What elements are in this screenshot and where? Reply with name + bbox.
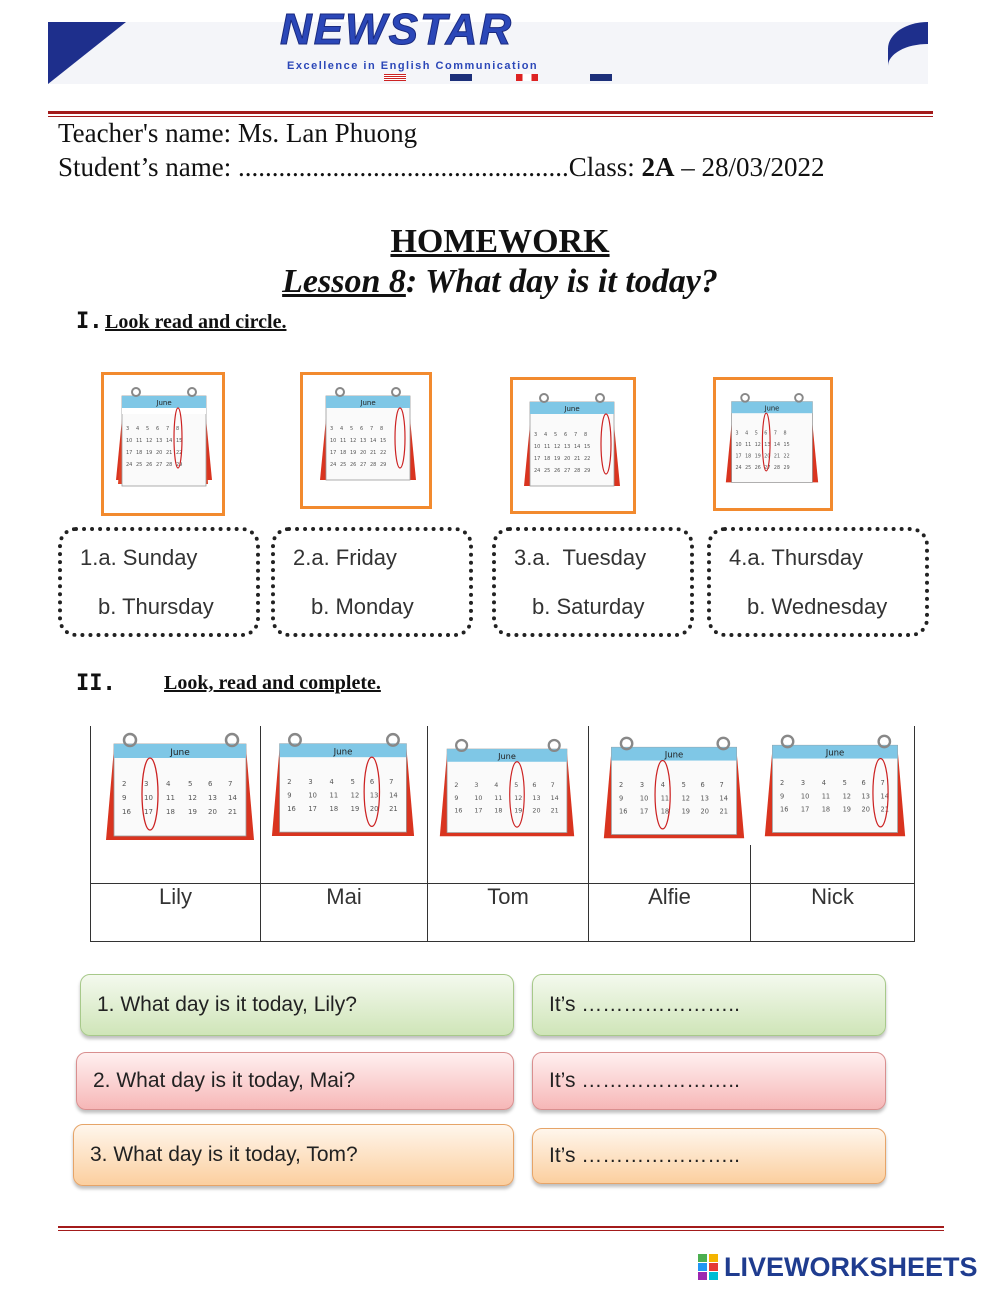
svg-text:16: 16 [122, 808, 131, 816]
svg-text:June: June [764, 404, 780, 413]
option-b[interactable]: b. Saturday [532, 594, 645, 619]
svg-text:4: 4 [821, 779, 826, 788]
brand-logo-title: NEWSTAR [280, 5, 514, 54]
svg-text:13: 13 [360, 438, 367, 444]
svg-text:20: 20 [532, 807, 541, 815]
svg-text:5: 5 [514, 782, 519, 790]
svg-text:17: 17 [735, 454, 742, 460]
svg-text:21: 21 [719, 807, 728, 816]
svg-text:26: 26 [350, 462, 357, 468]
question-1: 1. What day is it today, Lily? [80, 974, 514, 1036]
svg-text:25: 25 [745, 465, 752, 471]
option-a[interactable]: 2.a. Friday [293, 545, 397, 570]
brand-slogan: Excellence in English Communication [287, 60, 539, 72]
svg-text:20: 20 [208, 808, 217, 816]
svg-text:12: 12 [188, 794, 197, 802]
flag-icon [590, 74, 612, 81]
calendar-icon [520, 386, 624, 504]
svg-text:6: 6 [764, 431, 768, 437]
svg-text:5: 5 [188, 780, 193, 788]
svg-text:29: 29 [380, 462, 387, 468]
svg-text:13: 13 [369, 791, 379, 800]
svg-text:14: 14 [773, 442, 781, 448]
option-box-3 [492, 527, 694, 637]
svg-text:28: 28 [773, 465, 781, 471]
answer-field-2[interactable]: It’s ………………….. [532, 1052, 886, 1110]
svg-text:14: 14 [719, 794, 728, 803]
svg-text:8: 8 [380, 426, 384, 432]
section-1-title: Look read and circle. [105, 311, 287, 333]
svg-text:June: June [170, 748, 190, 758]
svg-text:24: 24 [126, 462, 133, 468]
svg-text:11: 11 [821, 792, 831, 801]
flag-icon [450, 74, 472, 81]
svg-text:7: 7 [574, 432, 578, 438]
answer-field-1[interactable]: It’s ………………….. [532, 974, 886, 1036]
svg-text:7: 7 [228, 780, 233, 788]
svg-text:28: 28 [166, 462, 173, 468]
svg-text:18: 18 [166, 808, 175, 816]
option-box-2 [271, 527, 473, 637]
calendar-icon [270, 730, 416, 842]
section-2-title: Look, read and complete. [164, 672, 381, 694]
svg-text:11: 11 [340, 438, 347, 444]
svg-text:4: 4 [660, 781, 665, 790]
option-b[interactable]: b. Thursday [98, 594, 214, 619]
svg-text:4: 4 [166, 780, 171, 788]
svg-text:15: 15 [380, 438, 387, 444]
svg-text:19: 19 [681, 807, 691, 816]
svg-text:17: 17 [474, 807, 483, 815]
svg-text:11: 11 [329, 791, 339, 800]
svg-text:20: 20 [861, 805, 870, 814]
flag-icon [516, 74, 538, 81]
svg-text:4: 4 [136, 426, 140, 432]
svg-text:17: 17 [144, 808, 153, 816]
name-cell: Nick [811, 884, 854, 909]
svg-text:5: 5 [754, 431, 758, 437]
svg-text:25: 25 [340, 462, 347, 468]
svg-text:14: 14 [880, 792, 889, 801]
calendar-icon [722, 386, 822, 500]
svg-text:17: 17 [330, 450, 337, 456]
svg-text:June: June [333, 747, 353, 758]
svg-text:6: 6 [360, 426, 364, 432]
svg-text:18: 18 [136, 450, 143, 456]
svg-text:26: 26 [146, 462, 153, 468]
header-rule [48, 111, 933, 114]
banner-left-wedge [48, 22, 126, 84]
svg-text:20: 20 [564, 456, 571, 462]
svg-text:19: 19 [350, 450, 357, 456]
svg-text:13: 13 [700, 794, 709, 803]
svg-text:19: 19 [350, 804, 360, 813]
svg-text:10: 10 [126, 438, 133, 444]
lesson-title: Lesson 8: What day is it today? [282, 263, 718, 300]
svg-text:10: 10 [639, 794, 649, 803]
svg-text:18: 18 [821, 805, 831, 814]
svg-text:22: 22 [584, 456, 591, 462]
svg-text:5: 5 [350, 778, 355, 787]
svg-text:25: 25 [136, 462, 143, 468]
name-cell: Alfie [648, 884, 691, 909]
svg-text:27: 27 [360, 462, 367, 468]
svg-text:20: 20 [700, 807, 709, 816]
svg-text:3: 3 [735, 431, 739, 437]
svg-text:20: 20 [156, 450, 163, 456]
svg-text:28: 28 [370, 462, 377, 468]
svg-text:9: 9 [454, 794, 459, 802]
svg-text:13: 13 [532, 794, 541, 802]
svg-text:21: 21 [166, 450, 173, 456]
calendar-icon [316, 380, 420, 498]
name-cell: Tom [487, 884, 529, 909]
svg-text:2: 2 [780, 779, 785, 788]
svg-text:9: 9 [287, 791, 292, 800]
svg-text:15: 15 [584, 444, 591, 450]
svg-text:18: 18 [329, 804, 339, 813]
svg-text:7: 7 [773, 431, 777, 437]
svg-text:7: 7 [370, 426, 374, 432]
svg-text:7: 7 [550, 782, 555, 790]
svg-text:16: 16 [454, 807, 463, 815]
svg-text:21: 21 [550, 807, 559, 815]
option-a[interactable]: 3.a. Tuesday [514, 545, 647, 570]
svg-text:7: 7 [880, 779, 885, 788]
svg-text:14: 14 [166, 438, 173, 444]
svg-text:12: 12 [681, 794, 691, 803]
svg-text:4: 4 [544, 432, 548, 438]
svg-text:26: 26 [754, 465, 761, 471]
date: – 28/03/2022 [674, 152, 825, 182]
svg-text:3: 3 [534, 432, 538, 438]
section-2-number: II. [76, 671, 116, 696]
svg-text:11: 11 [660, 794, 670, 803]
svg-text:5: 5 [146, 426, 150, 432]
option-a[interactable]: 1.a. Sunday [80, 545, 198, 570]
svg-text:27: 27 [564, 468, 571, 474]
svg-text:13: 13 [564, 444, 571, 450]
svg-text:3: 3 [474, 782, 479, 790]
svg-text:22: 22 [380, 450, 387, 456]
svg-text:3: 3 [144, 780, 149, 788]
svg-text:2: 2 [454, 782, 459, 790]
svg-text:21: 21 [880, 805, 889, 814]
svg-text:21: 21 [370, 450, 377, 456]
svg-text:12: 12 [146, 438, 153, 444]
svg-text:3: 3 [800, 779, 806, 788]
svg-text:10: 10 [800, 792, 810, 801]
svg-text:14: 14 [550, 794, 559, 802]
svg-text:June: June [664, 750, 684, 761]
svg-text:5: 5 [350, 426, 354, 432]
svg-text:12: 12 [350, 438, 357, 444]
option-box-1 [58, 527, 260, 637]
svg-text:14: 14 [389, 791, 398, 800]
svg-text:3: 3 [308, 778, 313, 787]
svg-text:8: 8 [783, 431, 787, 437]
svg-text:8: 8 [176, 426, 180, 432]
svg-text:6: 6 [156, 426, 160, 432]
svg-text:18: 18 [544, 456, 551, 462]
svg-text:3: 3 [639, 781, 645, 790]
svg-text:17: 17 [534, 456, 541, 462]
svg-text:7: 7 [389, 778, 394, 787]
svg-text:11: 11 [136, 438, 143, 444]
svg-text:17: 17 [800, 805, 810, 814]
svg-text:18: 18 [340, 450, 347, 456]
svg-text:10: 10 [474, 794, 483, 802]
svg-text:14: 14 [370, 438, 377, 444]
svg-text:14: 14 [574, 444, 581, 450]
svg-text:19: 19 [754, 454, 761, 460]
svg-text:6: 6 [700, 781, 705, 790]
svg-text:10: 10 [330, 438, 337, 444]
name-cell: Mai [326, 884, 362, 909]
svg-text:24: 24 [735, 465, 742, 471]
svg-text:27: 27 [156, 462, 163, 468]
question-3: 3. What day is it today, Tom? [73, 1124, 514, 1186]
option-box-4 [707, 527, 929, 637]
svg-text:29: 29 [176, 462, 183, 468]
svg-text:16: 16 [619, 807, 628, 816]
class-value: 2A [641, 152, 675, 182]
svg-text:21: 21 [228, 808, 237, 816]
svg-text:28: 28 [574, 468, 581, 474]
svg-text:June: June [360, 399, 376, 407]
svg-text:17: 17 [126, 450, 133, 456]
svg-text:2: 2 [287, 778, 292, 787]
student-name-line: Student’s name: .................................................Class: 2A – 28/03/2022 [58, 152, 825, 182]
svg-text:16: 16 [287, 804, 296, 813]
svg-text:21: 21 [574, 456, 581, 462]
svg-text:10: 10 [308, 791, 317, 800]
option-b[interactable]: b. Wednesday [747, 594, 888, 619]
liveworksheets-brand: LIVEWORKSHEETS [724, 1252, 978, 1282]
answer-field-3[interactable]: It’s ………………….. [532, 1128, 886, 1184]
svg-text:17: 17 [639, 807, 649, 816]
svg-text:20: 20 [764, 454, 771, 460]
svg-text:22: 22 [783, 454, 790, 460]
svg-text:12: 12 [350, 791, 360, 800]
calendar-icon [438, 736, 576, 842]
svg-text:13: 13 [156, 438, 163, 444]
svg-text:June: June [825, 748, 845, 759]
option-a[interactable]: 4.a. Thursday [729, 545, 864, 570]
svg-text:21: 21 [389, 804, 398, 813]
svg-text:13: 13 [208, 794, 217, 802]
svg-text:19: 19 [514, 807, 523, 815]
svg-text:5: 5 [554, 432, 558, 438]
svg-text:14: 14 [228, 794, 237, 802]
svg-text:4: 4 [340, 426, 344, 432]
svg-text:3: 3 [330, 426, 334, 432]
homework-title: HOMEWORK [390, 223, 610, 260]
svg-text:8: 8 [584, 432, 588, 438]
option-b[interactable]: b. Monday [311, 594, 414, 619]
svg-text:15: 15 [176, 438, 183, 444]
svg-text:10: 10 [735, 442, 742, 448]
svg-text:10: 10 [534, 444, 541, 450]
svg-text:12: 12 [514, 794, 523, 802]
svg-text:11: 11 [745, 442, 752, 448]
svg-text:15: 15 [783, 442, 790, 448]
svg-text:26: 26 [554, 468, 561, 474]
svg-text:4: 4 [745, 431, 749, 437]
flag-icon [384, 74, 406, 81]
svg-text:2: 2 [619, 781, 624, 790]
svg-text:4: 4 [329, 778, 334, 787]
svg-text:6: 6 [369, 778, 375, 787]
teacher-name-line: Teacher's name: Ms. Lan Phuong [58, 118, 418, 148]
svg-text:21: 21 [773, 454, 781, 460]
svg-text:2: 2 [122, 780, 127, 788]
svg-text:5: 5 [842, 779, 847, 788]
svg-text:3: 3 [126, 426, 130, 432]
svg-text:7: 7 [166, 426, 170, 432]
month-label: June [156, 399, 172, 407]
svg-text:18: 18 [494, 807, 503, 815]
svg-text:12: 12 [554, 444, 561, 450]
section-1-number: I. [76, 309, 103, 334]
svg-text:13: 13 [764, 442, 771, 448]
svg-text:June: June [498, 751, 516, 762]
svg-text:18: 18 [745, 454, 752, 460]
svg-text:6: 6 [532, 782, 537, 790]
calendar-icon [104, 730, 256, 846]
svg-text:11: 11 [166, 794, 175, 802]
svg-text:29: 29 [584, 468, 591, 474]
svg-text:7: 7 [719, 781, 724, 790]
svg-text:13: 13 [861, 792, 870, 801]
svg-text:4: 4 [494, 782, 499, 790]
svg-text:29: 29 [783, 465, 790, 471]
svg-text:24: 24 [534, 468, 541, 474]
svg-text:9: 9 [780, 792, 785, 801]
svg-text:22: 22 [176, 450, 183, 456]
svg-text:25: 25 [544, 468, 551, 474]
svg-text:16: 16 [780, 805, 789, 814]
liveworksheets-logo-icon [698, 1254, 720, 1280]
svg-text:20: 20 [360, 450, 367, 456]
svg-text:6: 6 [208, 780, 213, 788]
svg-text:19: 19 [554, 456, 561, 462]
name-cell: Lily [158, 884, 192, 909]
svg-text:12: 12 [842, 792, 852, 801]
svg-text:5: 5 [681, 781, 686, 790]
svg-text:6: 6 [861, 779, 866, 788]
svg-text:12: 12 [754, 442, 761, 448]
svg-text:19: 19 [146, 450, 153, 456]
svg-text:9: 9 [619, 794, 624, 803]
svg-text:10: 10 [144, 794, 153, 802]
svg-text:19: 19 [842, 805, 852, 814]
svg-text:20: 20 [369, 804, 379, 813]
svg-text:6: 6 [564, 432, 568, 438]
svg-text:24: 24 [330, 462, 337, 468]
svg-text:11: 11 [494, 794, 503, 802]
calendar-icon [760, 732, 910, 842]
svg-text:27: 27 [764, 465, 771, 471]
calendar-icon [112, 380, 216, 498]
calendar-icon [600, 734, 748, 844]
svg-text:June: June [564, 405, 580, 413]
svg-text:17: 17 [308, 804, 317, 813]
question-2: 2. What day is it today, Mai? [76, 1052, 514, 1110]
svg-text:18: 18 [660, 807, 670, 816]
svg-text:19: 19 [188, 808, 197, 816]
footer-rule [58, 1226, 944, 1228]
svg-text:9: 9 [122, 794, 127, 802]
svg-text:11: 11 [544, 444, 551, 450]
student-name-blank[interactable]: ................................................. [237, 152, 569, 182]
